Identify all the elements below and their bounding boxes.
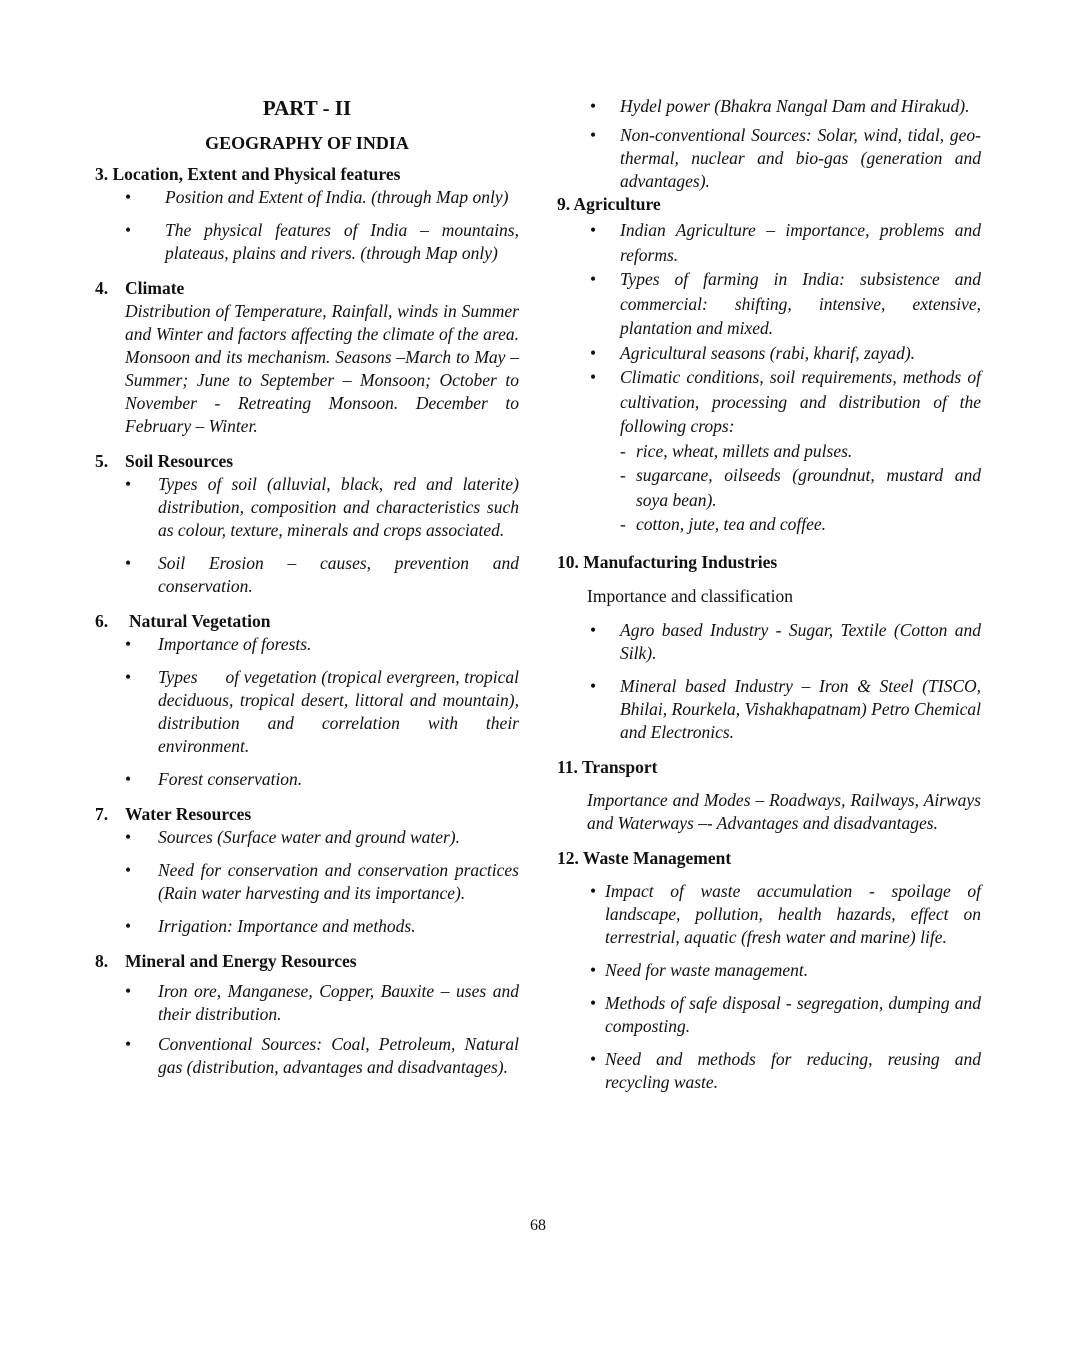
bullet-icon: • (590, 220, 597, 240)
section-8-heading: 8. Mineral and Energy Resources (95, 951, 357, 971)
section-12-heading: 12. Waste Management (557, 847, 732, 868)
part-title: PART - II (262, 96, 352, 120)
list-item: • Iron ore, Manganese, Copper, Bauxite – uses and their distribution. (125, 981, 519, 1024)
bullet-icon: • (590, 342, 597, 363)
bullet-icon: • (125, 634, 132, 654)
section-5-list (95, 473, 519, 598)
list-item: • Need and methods for reducing, reusing and recycling waste. (590, 1048, 981, 1092)
bullet-icon: • (125, 553, 132, 573)
right-column (557, 95, 981, 1094)
list-item: • Types of vegetation (tropical evergreen, tropical deciduous, tropical desert, littoral and mountain), distribution and correlation with their environment. (125, 667, 524, 756)
list-item: • Position and Extent of India. (through Map only) (125, 187, 509, 207)
list-item: • Agro based Industry - Sugar, Textile (Cotton and Silk). (590, 619, 981, 663)
section-6-heading: 6. Natural Vegetation (95, 611, 271, 631)
list-item: • Soil Erosion – causes, prevention and conservation. (125, 553, 519, 596)
list-item: • Sources (Surface water and ground water). (125, 827, 461, 847)
section-9-crop-list (557, 439, 981, 537)
section-10-heading: 10. Manufacturing Industries (557, 551, 778, 572)
list-item: • Irrigation: Importance and methods. (125, 916, 416, 936)
bullet-icon: • (590, 880, 597, 901)
section-7-heading: 7. Water Resources (95, 804, 252, 824)
section-11-text: Importance and Modes – Roadways, Railways, Airways and Waterways –- Advantages and disadvantages. (587, 789, 981, 833)
bullet-icon: • (590, 675, 597, 696)
bullet-icon: • (125, 827, 132, 847)
page-number: 68 (530, 1217, 546, 1234)
section-7-list (95, 826, 519, 938)
list-item: • Agricultural seasons (rabi, kharif, zayad). (620, 341, 981, 366)
bullet-icon: • (125, 220, 132, 240)
list-item: • Types of soil (alluvial, black, red and laterite) distribution, composition and characteristics such as colour, texture, minerals and crops associated. (125, 474, 519, 540)
section-4-text: Distribution of Temperature, Rainfall, winds in Summer and Winter and factors affecting the climate of the area. Monsoon and its mechanism. Seasons –March to May – Summer; June to September – Monsoon; October to November - Retreating Monsoon. December to February – Winter. (125, 301, 519, 436)
list-item: - rice, wheat, millets and pulses. (636, 439, 981, 464)
bullet-icon: • (125, 860, 132, 880)
section-8-list-continued (557, 95, 981, 193)
section-3-heading: 3. Location, Extent and Physical features (95, 164, 401, 184)
bullet-icon: • (125, 981, 132, 1001)
bullet-icon: • (590, 992, 597, 1013)
bullet-icon: • (590, 269, 597, 289)
list-item: • Need for waste management. (590, 959, 809, 980)
section-6-list (95, 633, 524, 791)
bullet-icon: • (125, 769, 132, 789)
bullet-icon: • (125, 667, 132, 687)
section-9-list (557, 218, 981, 439)
bullet-icon: • (590, 96, 597, 116)
bullet-icon: • (590, 367, 597, 387)
bullet-icon: • (590, 125, 597, 145)
list-item: • Types of farming in India: subsistence and commercial: shifting, intensive, extensive, plantation and mixed. (590, 269, 981, 338)
list-item: - cotton, jute, tea and coffee. (636, 512, 981, 537)
list-item: • Mineral based Industry – Iron & Steel (TISCO, Bhilai, Rourkela, Vishakhapatnam) Petro Chemical and Electronics. (590, 675, 981, 742)
dash-icon: - (620, 440, 626, 461)
section-10-intro: Importance and classification (587, 585, 794, 606)
section-9-heading: 9. Agriculture (557, 194, 661, 214)
bullet-icon: • (590, 959, 597, 980)
list-item: • Methods of safe disposal - segregation, dumping and composting. (590, 992, 981, 1036)
bullet-icon: • (590, 619, 597, 640)
list-item: • Need for conservation and conservation practices (Rain water harvesting and its importance). (125, 860, 519, 903)
bullet-icon: • (125, 916, 132, 936)
list-item: • The physical features of India – mountains, plateaus, plains and rivers. (through Map only) (125, 220, 519, 263)
subject-title: GEOGRAPHY OF INDIA (205, 133, 409, 153)
bullet-icon: • (125, 1034, 132, 1054)
section-5-heading: 5. Soil Resources (95, 451, 234, 471)
dash-icon: - (620, 465, 626, 485)
section-10-list (557, 619, 981, 744)
section-11-heading: 11. Transport (557, 756, 658, 777)
left-column (95, 95, 524, 1079)
list-item: • Conventional Sources: Coal, Petroleum, Natural gas (distribution, advantages and disadvantages). (125, 1034, 519, 1077)
list-item: • Indian Agriculture – importance, problems and reforms. (590, 220, 981, 265)
section-4-heading: 4. Climate (95, 278, 185, 298)
list-item: • Non-conventional Sources: Solar, wind, tidal, geo-thermal, nuclear and bio-gas (generation and advantages). (590, 125, 981, 191)
section-8-list (95, 980, 519, 1079)
bullet-icon: • (125, 187, 132, 207)
list-item: - sugarcane, oilseeds (groundnut, mustard and soya bean). (620, 465, 981, 510)
list-item: • Climatic conditions, soil requirements, methods of cultivation, processing and distribution of the following crops: (590, 367, 981, 436)
bullet-icon: • (590, 1048, 597, 1069)
bullet-icon: • (125, 474, 132, 494)
dash-icon: - (620, 514, 626, 534)
list-item: • Impact of waste accumulation - spoilage of landscape, pollution, health hazards, effect on terrestrial, aquatic (fresh water and marine) life. (590, 880, 981, 947)
section-12-list (557, 880, 981, 1094)
list-item: • Forest conservation. (125, 769, 303, 789)
list-item: • Hydel power (Bhakra Nangal Dam and Hirakud). (590, 96, 970, 116)
list-item: • Importance of forests. (125, 634, 312, 654)
section-3-list (95, 186, 519, 265)
